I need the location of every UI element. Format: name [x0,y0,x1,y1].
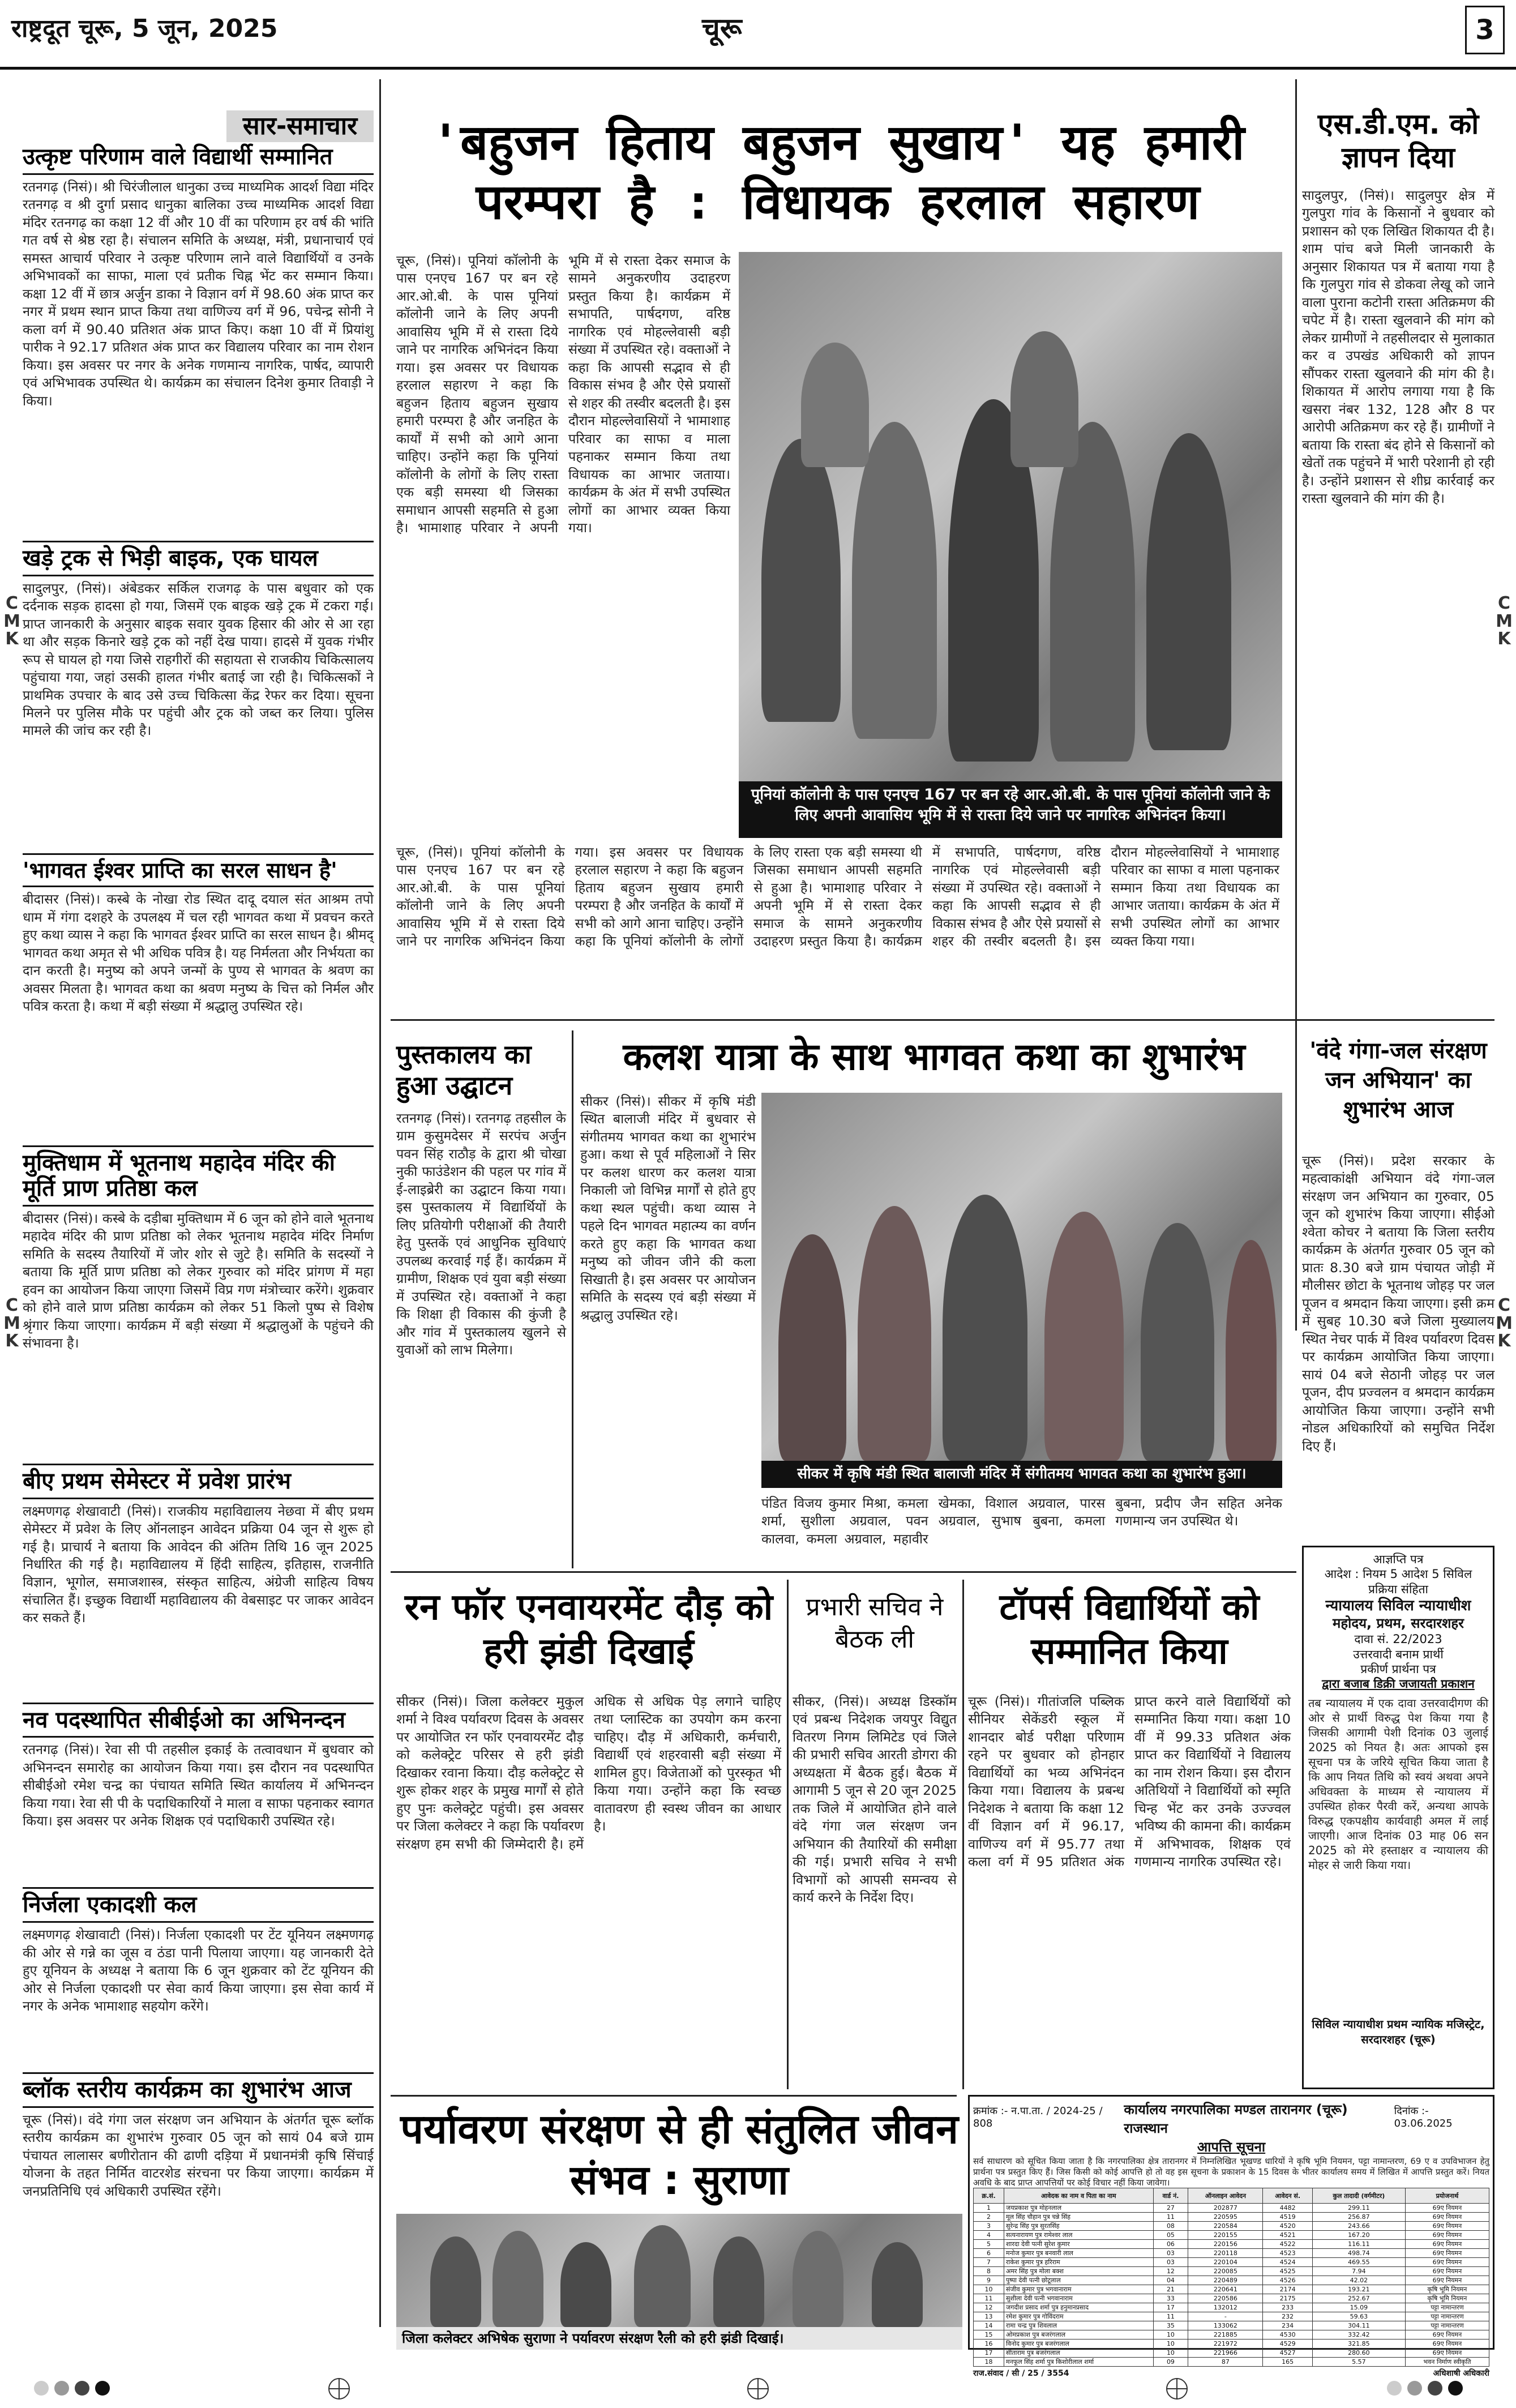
notice-table-cell: 17 [1153,2303,1188,2312]
notice-table-cell: 69ए नियमन [1405,2231,1489,2240]
court-notice-signature: सिविल न्यायाधीश प्रथम न्यायिक मजिस्ट्रेट, सरदारशहर (चूरू) [1312,2017,1485,2047]
notice-table-cell: 69ए नियमन [1405,2349,1489,2358]
notice-table-cell: 299.11 [1312,2204,1405,2213]
notice-table-cell: 321.85 [1312,2339,1405,2349]
notice-table-cell: 4525 [1263,2267,1312,2276]
notice-table-cell: 4523 [1263,2249,1312,2258]
notice-table-cell: 220586 [1188,2294,1263,2303]
notice-table-cell: 4521 [1263,2231,1312,2240]
color-dots-left [34,2381,115,2398]
notice-table-cell: शारदा देवी पत्नी सुरेश कुमार [1004,2240,1154,2249]
notice-table-cell: 14 [974,2321,1004,2330]
section-rule [391,1019,1494,1021]
brief-headline: निर्जला एकादशी कल [23,1887,374,1923]
brief-story [23,541,374,849]
section-rule [391,1571,1296,1573]
notice-table-row [974,2249,1489,2258]
section-tag: सार-समाचार [226,110,374,142]
notice-table-row [974,2321,1489,2330]
notice-table-cell: 11 [974,2294,1004,2303]
notice-table-cell: 232 [1263,2312,1312,2321]
notice-table-cell: 59.63 [1312,2312,1405,2321]
notice-footer-signatory: अधिशाषी अधिकारी [1433,2369,1489,2378]
notice-table-cell: 243.66 [1312,2222,1405,2231]
color-dots-right [1387,2381,1468,2398]
notice-table-cell: 220085 [1188,2267,1263,2276]
notice-table-cell: 332.42 [1312,2330,1405,2339]
notice-table-cell: 234 [1263,2321,1312,2330]
notice-table-cell: 221885 [1188,2330,1263,2339]
notice-table-cell: 7.94 [1312,2267,1405,2276]
notice-table-cell: मनोज कुमार पुत्र बनवारी लाल [1004,2249,1154,2258]
notice-table-cell: 4519 [1263,2213,1312,2222]
registration-mark [328,2378,350,2400]
notice-table-cell: 33 [1153,2294,1188,2303]
notice-table-cell: 5 [974,2240,1004,2249]
notice-title: कार्यालय नगरपालिका मण्डल तारानगर (चूरू) राजस्थान [1124,2102,1348,2136]
notice-table-cell: 498.74 [1312,2249,1405,2258]
notice-table-row [974,2231,1489,2240]
notice-table-cell: 4527 [1263,2349,1312,2358]
notice-table-cell: मूल सिंह चौहान पुत्र चन्ने सिंह [1004,2213,1154,2222]
notice-table-row [974,2339,1489,2349]
notice-table-cell: 21 [1153,2285,1188,2294]
notice-table-cell: 13 [974,2312,1004,2321]
notice-table [973,2188,1489,2367]
notice-table-cell: 10 [974,2285,1004,2294]
notice-table-cell: सुरेन्द्र सिंह पुत्र सुरतसिंह [1004,2222,1154,2231]
brief-headline: उत्कृष्ट परिणाम वाले विद्यार्थी सम्मानित [23,144,374,175]
notice-table-cell: 2 [974,2213,1004,2222]
nagarpalika-notice [968,2095,1494,2378]
notice-table-cell: 5.57 [1312,2358,1405,2367]
notice-footer [973,2368,1489,2379]
notice-table-cell: पुष्पा देवी पत्नी छोटूलाल [1004,2276,1154,2285]
run-headline: रन फॉर एनवायरमेंट दौड़ को हरी झंडी दिखाई [404,1586,773,1673]
kalash-photo-caption: सीकर में कृषि मंडी स्थित बालाजी मंदिर में संगीतमय भागवत कथा का शुभारंभ हुआ। [761,1461,1282,1488]
notice-table-cell: 69ए नियमन [1405,2240,1489,2249]
notice-table-cell: 220155 [1188,2231,1263,2240]
toppers-body: चूरू (निसं)। गीतांजलि पब्लिक सीनियर सेकेंडरी स्कूल में शानदार बोर्ड परीक्षा परिणाम रहने पर बुधवार को होनहार विद्यार्थियों का भव्य अभिनंदन किया गया। विद्यालय के प्रबन्ध निदेशक ने बताया कि कक्षा 12 वीं विज्ञान वर्ग में 96.17, वाणिज्य वर्ग में 95.77 तथा कला वर्ग में 95 प्रतिशत अंक प्राप्त करने वाले विद्यार्थियों को सम्मानित किया गया। कक्षा 10 वीं में 99.33 प्रतिशत अंक प्राप्त कर विद्यार्थियों ने विद्यालय का नाम रोशन किया। इस दौरान अतिथियों ने विद्यार्थियों को स्मृति चिन्ह भेंट कर उनके उज्ज्वल भविष्य की कामना की। कार्यक्रम में अभिभावक, शिक्षक एवं गणमान्य नागरिक उपस्थित रहे। [968,1693,1291,1870]
col-header: प्रयोजनार्थ [1405,2188,1489,2204]
kalash-headline: कलश यात्रा के साथ भागवत कथा का शुभारंभ [623,1035,1245,1079]
notice-table-cell: 256.87 [1312,2213,1405,2222]
col-header: कुल तादादी (वर्गमीटर) [1312,2188,1405,2204]
notice-table-cell: 04 [1153,2276,1188,2285]
brief-body: लक्ष्मणगढ़ शेखावाटी (निसं)। राजकीय महाविद्यालय नेछवा में बीए प्रथम सेमेस्टर में प्रवेश के लिए ऑनलाइन आवेदन प्रक्रिया 04 जून से शुरू हो गई है। प्राचार्य ने बताया कि आवेदन की अंतिम तिथि 16 जून 2025 निर्धारित की गई है। महाविद्यालय में हिंदी साहित्य, इतिहास, राजनीति विज्ञान, भूगोल, समाजशास्त्र, संस्कृत साहित्य, अंग्रेजी साहित्य विषय संचालित हैं। इच्छुक विद्यार्थी महाविद्यालय की वेबसाइट पर जाकर आवेदन कर सकते हैं। [23,1503,374,1626]
notice-table-cell: 193.21 [1312,2285,1405,2294]
brief-body: बीदासर (निसं)। कस्बे के नोखा रोड स्थित दादू दयाल संत आश्रम तपो धाम में गंगा दशहरे के उपलक्ष्य में चल रही भागवत कथा में प्रवचन करते हुए कथा व्यास ने कहा कि भागवत ईश्वर प्राप्ति का सरल साधन है। श्रीमद् भागवत कथा अमृत से भी अधिक पवित्र है। यह निर्मलता और निर्भयता का दान करती है। मनुष्य को अपने जन्मों के पुण्य से भागवत के श्रवण का अवसर मिलता है। भागवत कथा का श्रवण मनुष्य के चित्त को निर्मल और पवित्र करता है। कथा में बड़ी संख्या में श्रद्धालु उपस्थित रहे। [23,891,374,1015]
run-body: सीकर (निसं)। जिला कलेक्टर मुकुल शर्मा ने विश्व पर्यावरण दिवस के अवसर पर आयोजित रन फॉर एनवायरमेंट दौड़ को कलेक्ट्रेट परिसर से हरी झंडी दिखाकर रवाना किया। दौड़ कलेक्ट्रेट से शुरू होकर शहर के प्रमुख मार्गों से होते हुए पुनः कलेक्ट्रेट पहुंची। इस अवसर पर जिला कलेक्टर ने कहा कि पर्यावरण संरक्षण हम सभी की जिम्मेदारी है। हमें अधिक से अधिक पेड़ लगाने चाहिए तथा प्लास्टिक का उपयोग कम करना चाहिए। दौड़ में अधिकारी, कर्मचारी, विद्यार्थी एवं शहरवासी बड़ी संख्या में शामिल हुए। विजेताओं को पुरस्कृत भी किया गया। उन्होंने कहा कि स्वच्छ वातावरण ही स्वस्थ जीवन का आधार है। [396,1693,781,1852]
notice-table-cell: राकेश कुमार पुत्र हरिराम [1004,2258,1154,2267]
notice-table-cell: 8 [974,2267,1004,2276]
notice-table-row [974,2303,1489,2312]
sachiv-headline: प्रभारी सचिव ने बैठक ली [806,1593,944,1654]
notice-table-cell: 220489 [1188,2276,1263,2285]
notice-table-cell: 69ए नियमन [1405,2339,1489,2349]
cmk-mark-left-bottom: C M K [3,1295,20,1351]
notice-table-cell: 221972 [1188,2339,1263,2349]
notice-table-cell: संजीव कुमार पुत्र भगवानाराम [1004,2285,1154,2294]
notice-table-cell: पट्टा नामान्तरण [1405,2303,1489,2312]
notice-table-row [974,2312,1489,2321]
masthead-bar [0,0,1516,70]
notice-table-cell: 69ए नियमन [1405,2213,1489,2222]
lead-photo-caption: पूनियां कॉलोनी के पास एनएच 167 पर बन रहे आर.ओ.बी. के पास पूनियां कॉलोनी जाने के लिए अपनी आवासिय भूमि में से रास्ता दिये जाने पर नागरिक अभिनंदन किया। [739,781,1282,838]
column-divider [962,1580,964,2089]
notice-table-cell: 05 [1153,2231,1188,2240]
notice-table-cell: 03 [1153,2258,1188,2267]
left-news-column [23,144,374,2330]
notice-table-cell: 7 [974,2258,1004,2267]
notice-table-cell: जगदीश प्रसाद शर्मा पुत्र हनुमानप्रसाद [1004,2303,1154,2312]
notice-table-cell: 1 [974,2204,1004,2213]
notice-table-cell: रमेश कुमार पुत्र गोविंदराम [1004,2312,1154,2321]
notice-table-cell: 69ए नियमन [1405,2204,1489,2213]
brief-body: सादुलपुर, (निसं)। अंबेडकर सर्किल राजगढ़ के पास बधुवार को एक दर्दनाक सड़क हादसा हो गया, जिसमें एक बाइक खड़े ट्रक में टकरा गई। प्राप्त जानकारी के अनुसार बाइक सवार युवक हिसार की ओर से आ रहा था और सड़क किनारे खड़े ट्रक को नहीं देख पाया। हादसे में युवक गंभीर रूप से घायल हो गया जिसे राहगीरों की सहायता से राजकीय चिकित्सालय पहुंचाया गया, जहां उसकी हालत गंभीर बताई जा रही है। चिकित्सकों ने प्राथमिक उपचार के बाद उसे उच्च चिकित्सा केंद्र रेफर कर दिया। सूचना मिलने पर पुलिस मौके पर पहुंची और ट्रक को जब्त कर लिया। पुलिस मामले की जांच कर रही है। [23,580,374,739]
notice-table-cell: कृषि भूमि नियमन [1405,2294,1489,2303]
sdm-body: सादुलपुर, (निसं)। सादुलपुर क्षेत्र में गुलपुरा गांव के किसानों ने बुधवार को प्रशासन को एक लिखित शिकायत दी है। शाम पांच बजे मिली जानकारी के अनुसार शिकायत पत्र में बताया गया है कि गुलपुरा गांव से डोकवा लेखू को जाने वाला पुराना कटोनी रास्ता अतिक्रमण की चपेट में है। रास्ता खुलवाने की मांग को लेकर ग्रामीणों ने तहसीलदार से मुलाकात कर व उपखंड अधिकारी को ज्ञापन सौंपकर रास्ता खुलवाने की मांग की है। शिकायत में आरोप लगाया गया है कि खसरा नंबर 132, 128 और 8 पर आरोपी अतिक्रमण कर रहे हैं। ग्रामीणों ने बताया कि रास्ता बंद होने से किसानों को खेतों तक पहुंचने में भारी परेशानी हो रही है। उन्होंने प्रशासन से शीघ्र कार्रवाई कर रास्ता खुलवाने की मांग की है। [1302,187,1494,507]
notice-table-cell: मनफूल सिंह शर्मा पुत्र किशोरीलाल शर्मा [1004,2358,1154,2367]
notice-title-row [973,2100,1489,2137]
brief-story [23,1703,374,1883]
notice-table-cell: 304.11 [1312,2321,1405,2330]
col-header: वार्ड नं. [1153,2188,1188,2204]
right-column-divider [1295,79,1297,1331]
notice-table-row [974,2349,1489,2358]
notice-table-cell: 69ए नियमन [1405,2330,1489,2339]
ganga-headline: 'वंदे गंगा-जल संरक्षण जन अभियान' का शुभारंभ आज [1309,1038,1487,1123]
lead-body-lower: चूरू, (निसं)। पूनियां कॉलोनी के पास एनएच 167 पर बन रहे आर.ओ.बी. के पास पूनियां कॉलोनी जाने के लिए अपनी आवासिय भूमि में से रास्ता दिये जाने पर नागरिक अभिनंदन किया गया। इस अवसर पर विधायक हरलाल सहारण ने कहा कि बहुजन हिताय बहुजन सुखाय हमारी परम्परा है और जनहित के कार्यों में सभी को आगे आना चाहिए। उन्होंने कहा कि पूनियां कॉलोनी के लोगों के लिए रास्ता एक बड़ी समस्या थी जिसका समाधान आपसी सहमति से हुआ है। भामाशाह परिवार ने अपनी भूमि में से रास्ता देकर समाज के सामने अनुकरणीय उदाहरण प्रस्तुत किया है। कार्यक्रम में सभापति, पार्षदगण, वरिष्ठ नागरिक एवं मोहल्लेवासी बड़ी संख्या में उपस्थित रहे। वक्ताओं ने कहा कि आपसी सद्भाव से ही विकास संभव है और ऐसे प्रयासों से शहर की तस्वीर बदलती है। इस दौरान मोहल्लेवासियों ने भामाशाह परिवार का साफा व माला पहनाकर सम्मान किया तथा विधायक का आभार जताया। कार्यक्रम के अंत में सभी उपस्थित लोगों का आभार व्यक्त किया गया। [396,844,1279,949]
notice-table-cell: 221966 [1188,2349,1263,2358]
col-header: क्र.सं. [974,2188,1004,2204]
notice-table-cell: 15.09 [1312,2303,1405,2312]
notice-table-cell: विनोद कुमार पुत्र बजरंगलाल [1004,2339,1154,2349]
notice-table-cell: 252.67 [1312,2294,1405,2303]
notice-footer-code: राज.संवाद / सी / 25 / 3554 [973,2369,1069,2378]
court-notice [1302,1546,1494,2089]
notice-table-cell: 133062 [1188,2321,1263,2330]
notice-table-cell: 16 [974,2339,1004,2349]
notice-table-cell: 10 [1153,2330,1188,2339]
notice-table-cell: 220641 [1188,2285,1263,2294]
notice-table-cell: 12 [1153,2267,1188,2276]
notice-intro: सर्व साधारण को सूचित किया जाता है कि नगरपालिका क्षेत्र तारानगर में निम्नलिखित भूखण्ड धारियों ने कृषि भूमि नियमन, पट्टा नामान्तरण, 69 ए व उपविभाजन हेतु प्रार्थना पत्र प्रस्तुत किए हैं। जिस किसी को कोई आपत्ति हो तो वह इस सूचना के प्रकाशन के 15 दिवस के भीतर कार्यालय समय में लिखित में आपत्ति प्रस्तुत करें। नियत अवधि के बाद प्राप्त आपत्तियों पर कोई विचार नहीं किया जावेगा। [973,2156,1489,2188]
notice-table-cell: 35 [1153,2321,1188,2330]
col-header: आवेदक का नाम व पिता का नाम [1004,2188,1154,2204]
notice-table-cell: अमर सिंह पुत्र मोला बक्श [1004,2267,1154,2276]
notice-table-cell: 69ए नियमन [1405,2222,1489,2231]
column-divider [572,1030,573,1568]
notice-table-header [974,2188,1489,2204]
notice-table-cell: सत्यनारायण पुत्र रामेश्वर लाल [1004,2231,1154,2240]
column-divider [379,79,381,2327]
notice-table-cell: पट्टा नामान्तरण [1405,2321,1489,2330]
brief-body: रतनगढ़ (निसं)। श्री चिरंजीलाल धानुका उच्च माध्यमिक आदर्श विद्या मंदिर रतनगढ़ व श्री दुर्गा प्रसाद धानुका बालिका उच्च माध्यमिक आदर्श विद्या मंदिर रतनगढ़ का कक्षा 12 वीं और 10 वीं का परिणाम हर वर्ष की भांति गत वर्ष से श्रेष्ठ रहा है। संचालन समिति के अध्यक्ष, मंत्री, प्रधानाचार्य एवं समस्त आचार्य परिवार ने उत्कृष्ट परिणाम लाने वाले विद्यार्थियों व उनके अभिभावकों का साफा, माला एवं प्रतीक चिह्न भेंट कर सम्मान किया। कक्षा 12 वीं में छात्र अर्जुन डाका ने विज्ञान वर्ग में 98.60 अंक प्राप्त कर नगर में प्रथम स्थान प्राप्त किया तथा वाणिज्य वर्ग में 96, पचेन्द्र सोनी ने कला वर्ग में 90.40 प्रतिशत अंक प्राप्त किए। कक्षा 10 वीं में प्रियांशु पारीक ने 92.17 प्रतिशत अंक प्राप्त कर विद्यालय परिवार का नाम रोशन किया। इस अवसर पर नगर के अनेक गणमान्य नागरिक, पार्षद, व्यापारी एवं अभिभावक उपस्थित थे। कार्यक्रम का संचालन दिनेश कुमार तिवाड़ी ने किया। [23,178,374,409]
notice-table-cell: 202877 [1188,2204,1263,2213]
brief-story [23,1887,374,2068]
notice-table-cell: 42.02 [1312,2276,1405,2285]
notice-table-cell: 4529 [1263,2339,1312,2349]
notice-table-cell: 3 [974,2222,1004,2231]
library-headline: पुस्तकालय का हुआ उद्घाटन [396,1039,532,1101]
cmk-mark-right-top: C M K [1496,593,1513,649]
sachiv-body: सीकर, (निसं)। अध्यक्ष डिस्कॉम एवं प्रबन्ध निदेशक जयपुर विद्युत वितरण निगम लिमिटेड एवं जिले की प्रभारी सचिव आरती डोगरा की अध्यक्षता में बैठक हुई। बैठक में आगामी 5 जून से 20 जून 2025 तक जिले में आयोजित होने वाले वंदे गंगा जल संरक्षण जन अभियान की तैयारियों की समीक्षा की गई। प्रभारी सचिव ने सभी विभागों को आपसी समन्वय से कार्य करने के निर्देश दिए। [793,1693,957,1906]
notice-table-cell: 165 [1263,2358,1312,2367]
notice-table-cell: 4482 [1263,2204,1312,2213]
brief-headline: मुक्तिधाम में भूतनाथ महादेव मंदिर की मूर्ति प्राण प्रतिष्ठा कल [23,1145,374,1207]
notice-table-row [974,2240,1489,2249]
notice-table-cell: 132012 [1188,2303,1263,2312]
notice-table-row [974,2222,1489,2231]
brief-story [23,2072,374,2253]
notice-table-cell: 116.11 [1312,2240,1405,2249]
notice-table-cell: 469.55 [1312,2258,1405,2267]
notice-table-cell: 220584 [1188,2222,1263,2231]
notice-table-cell: - [1188,2312,1263,2321]
notice-table-cell: 6 [974,2249,1004,2258]
env-photo-caption: जिला कलेक्टर अभिषेक सुराणा ने पर्यावरण संरक्षण रैली को हरी झंडी दिखाई। [396,2327,962,2350]
page-number: 3 [1465,6,1505,54]
cmk-mark-left-top: C M K [3,593,20,649]
notice-table-cell: 9 [974,2276,1004,2285]
notice-date: दिनांक :- 03.06.2025 [1394,2105,1453,2129]
lead-body-upper: चूरू, (निसं)। पूनियां कॉलोनी के पास एनएच 167 पर बन रहे आर.ओ.बी. के पास पूनियां कॉलोनी जाने के लिए अपनी आवासिय भूमि में से रास्ता दिये जाने पर नागरिक अभिनंदन किया गया। इस अवसर पर विधायक हरलाल सहारण ने कहा कि बहुजन हिताय बहुजन सुखाय हमारी परम्परा है और जनहित के कार्यों में सभी को आगे आना चाहिए। उन्होंने कहा कि पूनियां कॉलोनी के लोगों के लिए रास्ता एक बड़ी समस्या थी जिसका समाधान आपसी सहमति से हुआ है। भामाशाह परिवार ने अपनी भूमि में से रास्ता देकर समाज के सामने अनुकरणीय उदाहरण प्रस्तुत किया है। कार्यक्रम में सभापति, पार्षदगण, वरिष्ठ नागरिक एवं मोहल्लेवासी बड़ी संख्या में उपस्थित रहे। वक्ताओं ने कहा कि आपसी सद्भाव से ही विकास संभव है और ऐसे प्रयासों से शहर की तस्वीर बदलती है। इस दौरान मोहल्लेवासियों ने भामाशाह परिवार का साफा व माला पहनाकर सम्मान किया तथा विधायक का आभार जताया। कार्यक्रम के अंत में सभी उपस्थित लोगों का आभार व्यक्त किया गया। [396,253,730,536]
brief-story [23,144,374,536]
col-header: आवेदन सं. [1263,2188,1312,2204]
brief-story [23,1145,374,1459]
notice-table-cell: 11 [1153,2213,1188,2222]
ganga-body: चूरू (निसं)। प्रदेश सरकार के महत्वाकांक्षी अभियान वंदे गंगा-जल संरक्षण जन अभियान का गुरुवार, 05 जून को शुभारंभ किया जाएगा। सीईओ श्वेता कोचर ने बताया कि जिला स्तरीय कार्यक्रम के अंतर्गत गुरुवार 05 जून को प्रातः 8.30 बजे ग्राम पंचायत जोड़ी में मौलीसर छोटा के भूतनाथ जोहड़ पर जल पूजन व श्रमदान किया जाएगा। इसी क्रम में सुबह 10.30 बजे जिला मुख्यालय स्थित नेचर पार्क में विश्व पर्यावरण दिवस पर कार्यक्रम आयोजित किया जाएगा। सायं 04 बजे सेठानी जोहड़ पर जल पूजन, दीप प्रज्वलन व श्रमदान कार्यक्रम आयोजित किया जाएगा। उन्होंने सभी नोडल अधिकारियों को समुचित निर्देश दिए हैं। [1302,1153,1494,1454]
notice-table-row [974,2358,1489,2367]
notice-table-row [974,2294,1489,2303]
notice-table-cell: 10 [1153,2349,1188,2358]
brief-headline: ब्लॉक स्तरीय कार्यक्रम का शुभारंभ आज [23,2072,374,2108]
brief-headline: 'भागवत ईश्वर प्राप्ति का सरल साधन है' [23,853,374,888]
brief-story [23,1464,374,1698]
notice-table-cell: 87 [1188,2358,1263,2367]
notice-table-cell: 280.60 [1312,2349,1405,2358]
lead-photo [739,252,1282,781]
kalash-attendees: पंडित विजय कुमार मिश्रा, कमला शर्मा, सुशीला अग्रवाल, पवन कालवा, कमला अग्रवाल, महावीर खेमका, विशाल अग्रवाल, पारस अग्रवाल, सुभाष बुबना, कमला बुबना, प्रदीप जैन सहित अनेक गणमान्य जन उपस्थित थे। [761,1495,1282,1547]
section-rule [391,2095,957,2097]
notice-table-cell: 4530 [1263,2330,1312,2339]
registration-mark [1166,2378,1188,2400]
notice-table-row [974,2267,1489,2276]
column-divider [787,1580,789,2089]
notice-table-cell: 27 [1153,2204,1188,2213]
brief-story [23,853,374,1141]
court-notice-body: तब न्यायालय में एक दावा उत्तरवादीगण की ओर से प्रार्थी विरुद्ध पेश किया गया है जिसकी आगामी पेशी दिनांक 03 जुलाई 2025 को नियत है। अतः आपको इस सूचना पत्र के जरिये सूचित किया जाता है कि आप नियत तिथि को स्वयं अथवा अपने अधिवक्ता के माध्यम से न्यायालय में उपस्थित होकर पैरवी करें, अन्यथा आपके विरुद्ध एकपक्षीय कार्यवाही अमल में लाई जाएगी। आज दिनांक 03 माह 06 सन 2025 को मेरे हस्ताक्षर व न्यायालय की मोहर से जारी किया गया। [1308,1696,1488,1872]
sdm-headline: एस.डी.एम. को ज्ञापन दिया [1317,108,1479,174]
notice-table-cell: 15 [974,2330,1004,2339]
notice-table-cell: 4524 [1263,2258,1312,2267]
brief-headline: नव पदस्थापित सीबीईओ का अभिनन्दन [23,1703,374,1738]
brief-headline: बीए प्रथम सेमेस्टर में प्रवेश प्रारंभ [23,1464,374,1499]
notice-table-cell: 233 [1263,2303,1312,2312]
notice-table-cell: 10 [1153,2339,1188,2349]
notice-table-cell: 12 [974,2303,1004,2312]
notice-table-cell: 2175 [1263,2294,1312,2303]
notice-table-cell: कृषि भूमि नियमन [1405,2285,1489,2294]
notice-table-cell: 2174 [1263,2285,1312,2294]
notice-table-cell: 03 [1153,2249,1188,2258]
notice-table-cell: 4 [974,2231,1004,2240]
notice-table-row [974,2204,1489,2213]
notice-table-cell: पट्टा नामान्तरण [1405,2312,1489,2321]
notice-table-cell: 08 [1153,2222,1188,2231]
publication-date: राष्ट्रदूत चूरू, 5 जून, 2025 [11,14,278,43]
notice-table-cell: 06 [1153,2240,1188,2249]
brief-body: बीदासर (निसं)। कस्बे के दड़ीबा मुक्तिधाम में 6 जून को होने वाले भूतनाथ महादेव मंदिर की प्राण प्रतिष्ठा को लेकर भूतनाथ महादेव मंदिर निर्माण समिति के सदस्य तैयारियों में जोर शोर से जुटे है। समिति के सदस्यों ने बताया कि मूर्ति प्राण प्रतिष्ठा को लेकर गुरुवार को मंदिर प्रांगण में महा हवन का आयोजन किया जाएगा जिसमें विप्र गण मंत्रोच्चार करेंगे। शुक्रवार को होने वाले प्राण प्रतिष्ठा कार्यक्रम को लेकर 51 किलो पुष्प से विशेष श्रृंगार किया जाएगा। कार्यक्रम में बड़ी संख्या में श्रद्धालुओं के पहुंचने की संभावना है। [23,1210,374,1351]
brief-body: चूरू (निसं)। वंदे गंगा जल संरक्षण जन अभियान के अंतर्गत चूरू ब्लॉक स्तरीय कार्यक्रम का शुभारंभ गुरुवार 05 जून को सायं 04 बजे ग्राम पंचायत लालासर बणीरोतान की ढाणी दड़िया में प्रधानमंत्री कृषि सिंचाई योजना के तहत निर्मित वाटरशेड संरचना पर किया जाएगा। कार्यक्रम में जनप्रतिनिधि एवं अधिकारी उपस्थित रहेंगे। [23,2111,374,2199]
lead-headline: 'बहुजन हिताय बहुजन सुखाय' यह हमारी परम्परा है : विधायक हरलाल सहारण [431,114,1245,230]
notice-table-cell: 167.20 [1312,2231,1405,2240]
notice-table-cell: सीताराम पुत्र बजरंगलाल [1004,2349,1154,2358]
notice-table-row [974,2258,1489,2267]
cmk-mark-right-bottom: C M K [1496,1295,1513,1351]
notice-table-cell: 11 [1153,2312,1188,2321]
notice-table-cell: 4526 [1263,2276,1312,2285]
court-notice-header: आज्ञप्ति पत्र आदेश : नियम 5 आदेश 5 सिविल प्रक्रिया संहिता न्यायालय सिविल न्यायाधीश महोदय, प्रथम, सरदारशहर दावा सं. 22/2023 उत्तरवादी बनाम प्रार्थी प्रकीर्ण प्रार्थना पत्र द्वारा बजाब डिक्री जजायती प्रकाशन [1322,1552,1475,1691]
brief-headline: खड़े ट्रक से भिड़ी बाइक, एक घायल [23,541,374,576]
notice-table-row [974,2330,1489,2339]
notice-ref: क्रमांक :- न.पा.ता. / 2024-25 / 808 [973,2105,1103,2129]
registration-mark [747,2378,769,2400]
notice-subtitle: आपत्ति सूचना [1197,2139,1266,2155]
notice-table-cell: 220156 [1188,2240,1263,2249]
col-header: ऑनलाइन आवेदन [1188,2188,1263,2204]
kalash-body: सीकर (निसं)। सीकर में कृषि मंडी स्थित बालाजी मंदिर में बुधवार से संगीतमय भागवत कथा का शुभारंभ हुआ। कथा से पूर्व महिलाओं ने सिर पर कलश धारण कर कलश यात्रा निकाली जो विभिन्न मार्गों से होते हुए कथा स्थल पहुंची। कथा व्यास ने पहले दिन भागवत महात्म्य का वर्णन करते हुए कहा कि भागवत कथा मनुष्य को जीवन जीने की कला सिखाती है। इस अवसर पर आयोजन समिति के सदस्य एवं बड़ी संख्या में श्रद्धालु उपस्थित रहे। [580,1093,756,1323]
notice-table-cell: सुशीला देवी पत्नी भगवानाराम [1004,2294,1154,2303]
notice-table-row [974,2285,1489,2294]
brief-body: रतनगढ़ (निसं)। रेवा सी पी तहसील इकाई के तत्वावधान में बुधवार को अभिनन्दन समारोह का आयोजन किया गया। इस दौरान नव पदस्थापित सीबीईओ रमेश चन्द्र का पंचायत समिति स्थित कार्यालय में अभिनन्दन किया गया। रेवा सी पी के पदाधिकारियों ने माला व साफा पहनाकर स्वागत किया। इस अवसर पर अनेक शिक्षक एवं पदाधिकारी उपस्थित रहे। [23,1742,374,1829]
notice-table-row [974,2276,1489,2285]
notice-table-cell: 4522 [1263,2240,1312,2249]
notice-table-cell: 220104 [1188,2258,1263,2267]
notice-table-cell: 4520 [1263,2222,1312,2231]
notice-table-cell: 18 [974,2358,1004,2367]
kalash-photo [761,1093,1282,1461]
notice-table-cell: 69ए नियमन [1405,2258,1489,2267]
library-body: रतनगढ़ (निसं)। रतनगढ़ तहसील के ग्राम कुसुमदेसर में सरपंच अर्जुन पवन सिंह राठौड़ के द्वारा श्री चोखा नुकी फाउंडेशन की पहल पर गांव में ई-लाइब्रेरी का उद्घाटन किया गया। इस पुस्तकालय में विद्यार्थियों के लिए प्रतियोगी परीक्षाओं की तैयारी हेतु पुस्तकें एवं आधुनिक सुविधाएं उपलब्ध करवाई गई हैं। कार्यक्रम में ग्रामीण, शिक्षक एवं युवा बड़ी संख्या में उपस्थित रहे। वक्ताओं ने कहा कि शिक्षा ही विकास की कुंजी है और गांव में पुस्तकालय खुलने से युवाओं को लाभ मिलेगा। [396,1110,566,1358]
notice-table-cell: 220595 [1188,2213,1263,2222]
notice-table-cell: 69ए नियमन [1405,2267,1489,2276]
page-city: चूरू [702,12,742,45]
notice-table-cell: 09 [1153,2358,1188,2367]
notice-table-cell: 220118 [1188,2249,1263,2258]
notice-table-cell: ओमप्रकाश पुत्र बजरंगलाल [1004,2330,1154,2339]
notice-table-row [974,2213,1489,2222]
toppers-headline: टॉपर्स विद्यार्थियों को सम्मानित किया [999,1586,1260,1673]
notice-table-cell: जयप्रकाश पुत्र मोहनलाल [1004,2204,1154,2213]
notice-table-cell: 17 [974,2349,1004,2358]
notice-table-cell: रामा चन्द्र पुत्र शिवलाल [1004,2321,1154,2330]
env-headline: पर्यावरण संरक्षण से ही संतुलित जीवन संभव : सुराणा [400,2105,958,2204]
notice-table-cell: 69ए नियमन [1405,2276,1489,2285]
notice-table-cell: 69ए नियमन [1405,2249,1489,2258]
env-photo [396,2214,962,2327]
notice-table-cell: भवन निर्माण स्वीकृति [1405,2358,1489,2367]
brief-body: लक्ष्मणगढ़ शेखावाटी (निसं)। निर्जला एकादशी पर टेंट यूनियन लक्ष्मणगढ़ की ओर से गन्ने का जूस व ठंडा पानी पिलाया जाएगा। यह जानकारी देते हुए यूनियन के अध्यक्ष ने बताया कि 6 जून शुक्रवार को टेंट यूनियन की ओर से निर्जला एकादशी पर सेवा कार्य किया जाएगा। इस सेवा कार्य में नगर के अनेक भामाशाह सहयोग करेंगे। [23,1927,374,2014]
